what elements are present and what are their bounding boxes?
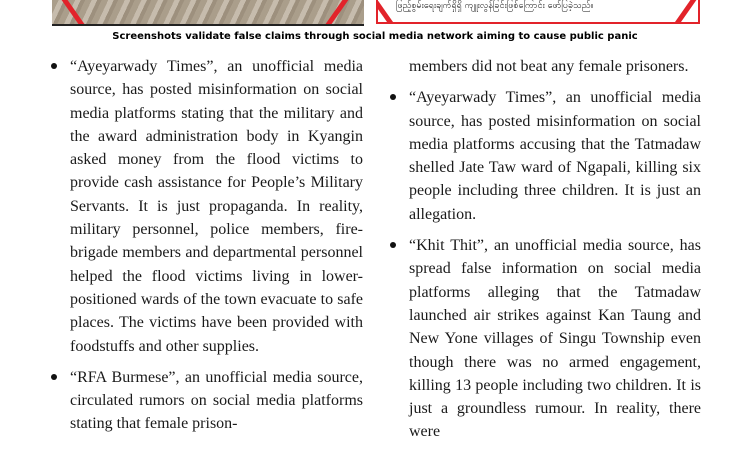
list-item-text: “RFA Burmese”, an unofficial media source, circulated rumors on social media platforms stating that female prison- (70, 368, 363, 433)
photo-texture (52, 0, 364, 24)
list-item (409, 234, 701, 444)
right-column (409, 55, 701, 444)
left-column (70, 55, 363, 436)
list-item-text: “Ayeyarwady Times”, an unofficial media source, has posted misinformation on social media platforms stating that the military and the award administration body in Kyangin asked money from the flood victims to provide cash assistance for People’s Military Servants. It is just propaganda. In reality, military personnel, police members, fire-brigade members and departmental personnel helped the flood victims living in lower-positioned wards of the town evacuate to safe places. The victims have been provided with foodstuffs and other supplies. (70, 58, 363, 355)
list-item (409, 86, 701, 226)
bullet-icon (390, 94, 396, 100)
screenshot-photo-left (52, 0, 364, 26)
continuation-text (409, 55, 701, 78)
bullet-icon (51, 374, 57, 380)
list-item-text: “Khit Thit”, an unofficial media source, has spread false information on social media platforms alleging that the Tatmadaw launched air strikes against Kan Taung and New Yone villages of Singu Township even though there was no armed engagement, killing 13 people including two children. It is just a groundless rumour. In reality, there were (409, 237, 701, 441)
list-item-text: “Ayeyarwady Times”, an unofficial media source, has posted misinformation on social media platforms accusing that the Tatmadaw shelled Jate Taw ward of Ngapali, killing six people including three children. It is just an allegation. (409, 89, 701, 223)
screenshot-images (0, 0, 750, 26)
bullet-icon (390, 242, 396, 248)
continuation-text-span: members did not beat any female prisoners. (409, 58, 689, 75)
cross-mark-icon (376, 0, 394, 24)
burmese-post-text: ဖြည့်စွမ်းရေးချက်ရှိရှိ ကျူးလွန်ခြင်းဖြစ်ကြောင်း ဖော်ပြခဲ့သည်။ (396, 1, 594, 11)
bullet-icon (51, 63, 57, 69)
screenshot-post-right (376, 0, 700, 24)
list-item (70, 366, 363, 436)
figure-caption: Screenshots validate false claims through social media network aiming to cause public panic (112, 31, 638, 42)
list-item (70, 55, 363, 358)
